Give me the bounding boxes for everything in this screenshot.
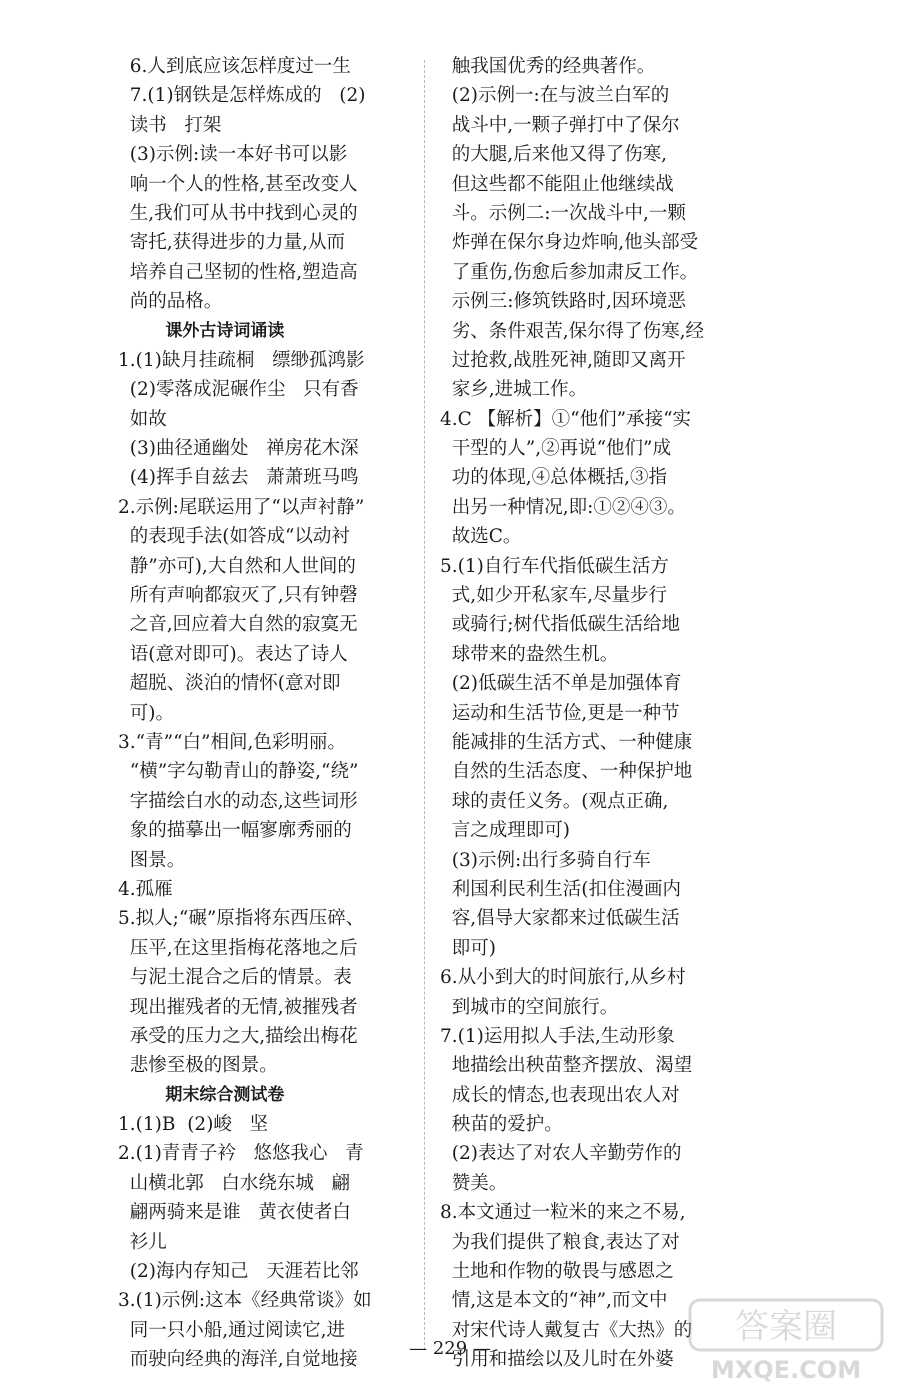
- text-line: 8.本文通过一粒米的来之不易,: [440, 1202, 686, 1224]
- text-line: 功的体现,④总体概括,③指: [440, 467, 668, 489]
- text-line: 过抢救,战胜死神,随即又离开: [440, 349, 686, 371]
- column-divider: [424, 60, 425, 1350]
- text-line: 衫儿: [118, 1231, 167, 1253]
- text-line: 了重伤,伤愈后参加肃反工作。: [440, 261, 699, 283]
- text-line: 翩两骑来是谁 黄衣使者白: [118, 1202, 351, 1224]
- text-line: 培养自己坚韧的性格,塑造高: [118, 261, 358, 283]
- text-line: 山横北郭 白水绕东城 翩: [118, 1172, 351, 1194]
- text-line: 战斗中,一颗子弹打中了保尔: [440, 114, 680, 136]
- text-line: 7.(1)钢铁是怎样炼成的 (2): [118, 85, 366, 107]
- text-line: 家乡,进城工作。: [440, 379, 588, 401]
- text-line: 秧苗的爱护。: [440, 1114, 563, 1136]
- text-line: 情,这是本文的“神”,而文中: [440, 1290, 668, 1312]
- text-line: 而驶向经典的海洋,自觉地接: [118, 1349, 358, 1371]
- text-line: 对宋代诗人戴复古《大热》的: [440, 1319, 693, 1341]
- text-line: (2)表达了对农人辛勤劳作的: [440, 1143, 682, 1165]
- text-line: “横”字勾勒青山的静姿,“绕”: [118, 761, 359, 783]
- text-line: 响一个人的性格,甚至改变人: [118, 173, 358, 195]
- text-line: 的表现手法(如答成“以动衬: [118, 526, 350, 548]
- text-line: 7.(1)运用拟人手法,生动形象: [440, 1025, 675, 1047]
- text-line: 或骑行;树代指低碳生活给地: [440, 614, 680, 636]
- text-line: 6.从小到大的时间旅行,从乡村: [440, 967, 686, 989]
- text-line: 承受的压力之大,描绘出梅花: [118, 1025, 358, 1047]
- text-line: (3)曲径通幽处 禅房花木深: [118, 438, 359, 460]
- text-line: 式,如少开私家车,尽量步行: [440, 585, 668, 607]
- text-line: 运动和生活节俭,更是一种节: [440, 702, 680, 724]
- text-line: 劣、条件艰苦,保尔得了伤寒,经: [440, 320, 705, 342]
- text-line: 赞美。: [440, 1172, 508, 1194]
- section-heading: 课外古诗词诵读: [118, 320, 285, 341]
- text-line: 成长的情态,也表现出农人对: [440, 1084, 680, 1106]
- text-line: 5.拟人;“碾”原指将东西压碎、: [118, 908, 365, 930]
- text-line: 图景。: [118, 849, 186, 871]
- text-line: 地描绘出秧苗整齐摆放、渴望: [440, 1055, 693, 1077]
- text-line: 1.(1)B (2)峻 坚: [118, 1114, 269, 1136]
- text-line: 静”亦可),大自然和人世间的: [118, 555, 356, 577]
- text-line: 与泥土混合之后的情景。表: [118, 967, 352, 989]
- text-line: 寄托,获得进步的力量,从而: [118, 232, 346, 254]
- text-line: 压平,在这里指梅花落地之后: [118, 937, 358, 959]
- text-line: 如故: [118, 408, 167, 430]
- text-line: 球的责任义务。(观点正确,: [440, 790, 669, 812]
- text-line: 1.(1)缺月挂疏桐 缥缈孤鸿影: [118, 349, 365, 371]
- text-line: 3.(1)示例:这本《经典常谈》如: [118, 1290, 372, 1312]
- text-line: 现出摧残者的无情,被摧残者: [118, 996, 358, 1018]
- section-heading: 期末综合测试卷: [118, 1084, 285, 1105]
- text-line: 自然的生活态度、一种保护地: [440, 761, 693, 783]
- text-line: 尚的品格。: [118, 291, 223, 313]
- page-number: — 229 —: [409, 1338, 491, 1359]
- text-line: 能减排的生活方式、一种健康: [440, 731, 693, 753]
- text-line: 但这些都不能阻止他继续战: [440, 173, 674, 195]
- text-line: 2.(1)青青子衿 悠悠我心 青: [118, 1143, 364, 1165]
- text-line: 所有声响都寂灭了,只有钟磬: [118, 585, 358, 607]
- text-line: 土地和作物的敬畏与感恩之: [440, 1261, 674, 1283]
- text-line: 6.人到底应该怎样度过一生: [118, 56, 351, 77]
- text-line: 象的描摹出一幅寥廓秀丽的: [118, 820, 352, 842]
- text-line: 容,倡导大家都来过低碳生活: [440, 908, 680, 930]
- text-line: 字描绘白水的动态,这些词形: [118, 790, 358, 812]
- text-line: 语(意对即可)。表达了诗人: [118, 643, 348, 665]
- text-line: 3.“青”“白”相间,色彩明丽。: [118, 731, 346, 753]
- text-line: 引用和描绘以及儿时在外婆: [440, 1349, 674, 1371]
- text-line: 2.示例:尾联运用了“以声衬静”: [118, 496, 365, 518]
- text-line: 故选C。: [440, 526, 522, 548]
- text-line: 到城市的空间旅行。: [440, 996, 619, 1018]
- text-line: 同一只小船,通过阅读它,进: [118, 1319, 346, 1341]
- watermark-subtext: MXQE.COM: [710, 1356, 862, 1384]
- text-line: 利国利民利生活(扣住漫画内: [440, 878, 681, 900]
- text-line: 读书 打架: [118, 114, 222, 136]
- text-line: 悲惨至极的图景。: [118, 1055, 278, 1077]
- text-line: 即可): [440, 937, 496, 959]
- text-line: 言之成理即可): [440, 820, 570, 842]
- text-line: 生,我们可从书中找到心灵的: [118, 202, 358, 224]
- text-line: (3)示例:出行多骑自行车: [440, 849, 651, 871]
- text-line: (2)示例一:在与波兰白军的: [440, 85, 670, 107]
- text-line: 的大腿,后来他又得了伤寒,: [440, 144, 668, 166]
- text-line: (4)挥手自兹去 萧萧班马鸣: [118, 467, 359, 489]
- left-column: [118, 52, 408, 1375]
- text-line: 4.孤雁: [118, 878, 173, 900]
- text-line: 球带来的盎然生机。: [440, 643, 619, 665]
- text-line: 5.(1)自行车代指低碳生活方: [440, 555, 669, 577]
- text-line: 为我们提供了粮食,表达了对: [440, 1231, 680, 1253]
- text-line: (2)低碳生活不单是加强体育: [440, 673, 682, 695]
- text-line: 示例三:修筑铁路时,因环境恶: [440, 291, 686, 313]
- watermark-logo: [686, 1296, 886, 1386]
- text-line: (2)零落成泥碾作尘 只有香: [118, 379, 359, 401]
- text-line: 4.C 【解析】①“他们”承接“实: [440, 408, 692, 430]
- text-line: 可)。: [118, 702, 174, 724]
- text-line: 之音,回应着大自然的寂寞无: [118, 614, 358, 636]
- text-line: 触我国优秀的经典著作。: [440, 56, 656, 77]
- watermark-text: 答案圈: [735, 1307, 837, 1347]
- text-line: 干型的人”,②再说“他们”成: [440, 438, 672, 460]
- text-line: 超脱、淡泊的情怀(意对即: [118, 673, 341, 695]
- text-line: 出另一种情况,即:①②④③。: [440, 496, 686, 518]
- right-column: [440, 52, 730, 1375]
- text-line: (3)示例:读一本好书可以影: [118, 144, 348, 166]
- text-line: 炸弹在保尔身边炸响,他头部受: [440, 232, 699, 254]
- text-line: 斗。示例二:一次战斗中,一颗: [440, 202, 686, 224]
- text-line: (2)海内存知己 天涯若比邻: [118, 1261, 359, 1283]
